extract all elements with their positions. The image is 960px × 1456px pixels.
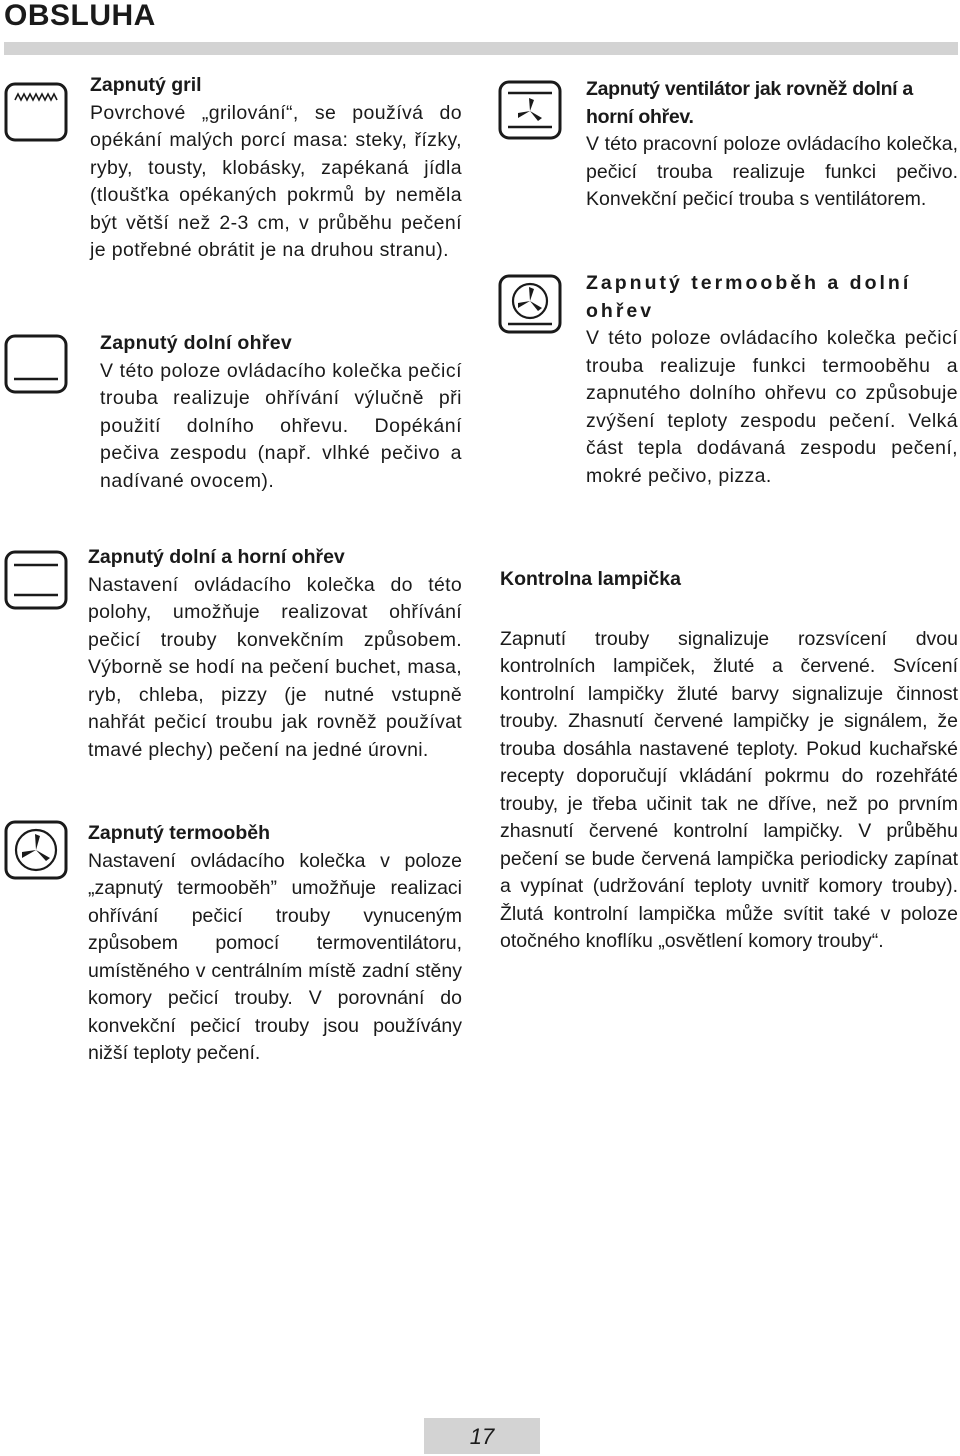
hot-air-body: Nastavení ovládacího kolečka v poloze „zapnutý termooběh” umožňuje realizaci ohřívání pečicí trouby vynuceným způsobem pomocí termoventilátoru, umístěného v centrálním místě zadní stěny komory pečicí trouby. V porovnání do konvekční pečicí trouby jsou používány nižší teploty pečení. xyxy=(88,849,462,1064)
bottom-heat-icon xyxy=(4,334,68,396)
grill-section xyxy=(90,72,462,265)
hot-air-bottom-heading: Zapnutý termooběh a dolní ohřev xyxy=(586,272,912,322)
hot-air-bottom-section xyxy=(586,270,958,490)
fan-top-bottom-section xyxy=(586,76,958,214)
bottom-heat-section xyxy=(100,330,462,495)
top-bottom-heat-heading: Zapnutý dolní a horní ohřev xyxy=(88,546,345,568)
fan-top-bottom-heat-icon xyxy=(498,80,562,142)
bottom-heat-heading: Zapnutý dolní ohřev xyxy=(100,332,293,354)
header-rule xyxy=(4,42,958,55)
page-number: 17 xyxy=(469,1424,495,1449)
control-lamp-body: Zapnutí trouby signalizuje rozsvícení dvou kontrolních lampiček, žluté a červené. Svícení kontrolní lampičky žluté barvy signalizuje činnost trouby. Zhasnutí červené lampičky je signálem, že trouba dosáhla nastavené teploty. Pokud kuchařské recepty doporučují vkládání pokrmu do rozehřáté trouby, je třeba učinit tak ne dříve, než po prvním zhasnutí červené kontrolní lampičky. V průběhu pečení se bude červená lampička periodicky zapínat a vypínat (udržování teploty uvnitř komory trouby). Žlutá kontrolní lampička může svítit také v poloze otočného knoflíku „osvětlení komory trouby“. xyxy=(500,627,958,952)
control-lamp-section xyxy=(500,566,958,956)
hot-air-heading: Zapnutý termooběh xyxy=(88,822,271,844)
grill-body: Povrchové „grilování“, se používá do opékání malých porcí masa: steky, řízky, ryby, tousty, klobásky, zapékaná jídla (tloušťka opékaných pokrmů by neměla být větší než 2-3 cm, v průběhu pečení je potřebné obrátit je na druhou stranu). xyxy=(90,101,462,261)
fan-top-bottom-heading: Zapnutý ventilátor jak rovněž dolní a horní ohřev. xyxy=(586,78,913,128)
top-bottom-heat-body: Nastavení ovládacího kolečka do této polohy, umožňuje realizovat ohřívání pečicí trouby konvekčním způsobem. Výborně se hodí na pečení buchet, masa, ryb, chleba, pizzy (je nutné vstupně nahřát pečicí troubu jak rovněž používat tmavé plechy) pečení na jedné úrovni. xyxy=(88,573,462,761)
hot-air-section xyxy=(88,820,462,1068)
hot-air-fan-icon xyxy=(4,820,68,882)
page-title: OBSLUHA xyxy=(4,0,156,32)
fan-top-bottom-body: V této pracovní poloze ovládacího kolečka, pečicí trouba realizuje funkci pečivo. Konvekční pečicí trouba s ventilátorem. xyxy=(586,133,958,210)
top-bottom-heat-icon xyxy=(4,550,68,612)
grill-heading: Zapnutý gril xyxy=(90,74,202,96)
grill-top-icon xyxy=(4,82,68,144)
hot-air-bottom-body: V této poloze ovládacího kolečka pečicí trouba realizuje funkci termooběhu a zapnutého dolního ohřevu co způsobuje zvýšení teploty zespodu pečení. Velká část tepla dodávaná zespodu pečení, mokré pečivo, pizza. xyxy=(586,327,958,487)
hot-air-bottom-heat-icon xyxy=(498,274,562,336)
bottom-heat-body: V této poloze ovládacího kolečka pečicí trouba realizuje ohřívání výlučně při použití dolního ohřevu. Dopékání pečiva zespodu (např. vlhké pečivo a nadívané ovocem). xyxy=(100,359,462,492)
top-bottom-heat-section xyxy=(88,544,462,764)
control-lamp-heading: Kontrolna lampička xyxy=(500,568,681,590)
